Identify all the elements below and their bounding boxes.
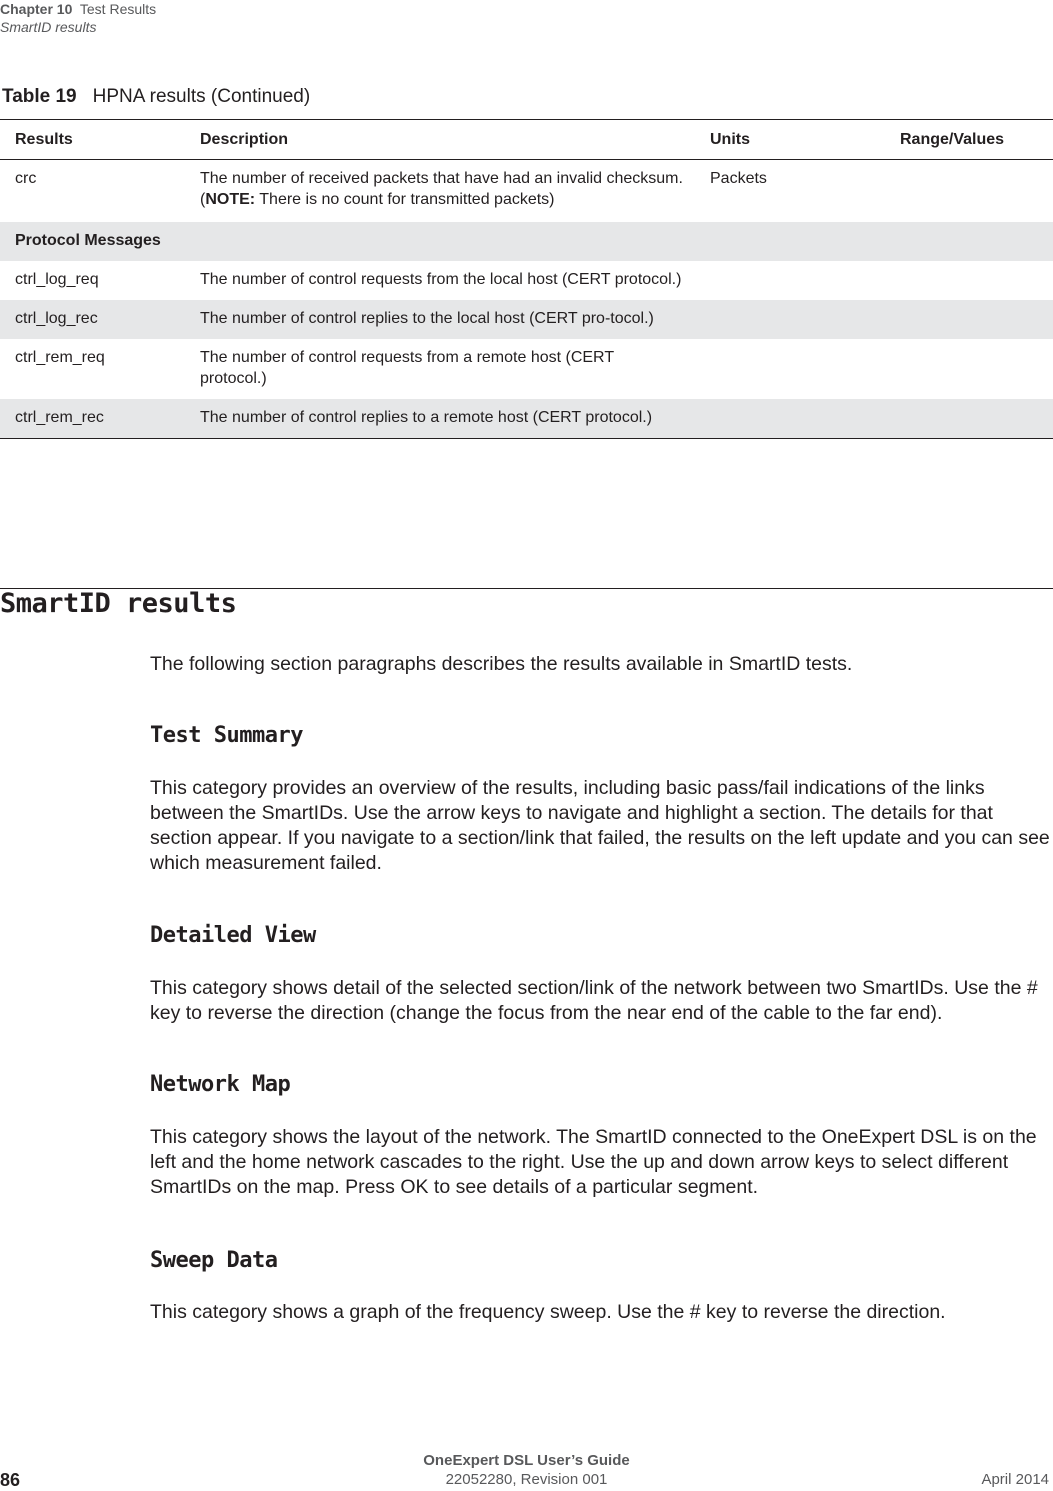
result-description: The number of control replies to the local host (CERT pro-tocol.): [185, 300, 695, 339]
subsection-body: This category shows the layout of the network. The SmartID connected to the OneExpert DSL is on the left and the home network cascades to the right. Use the up and down arrow keys to select different SmartIDs on the map. Press OK to see details of a particular segment.: [150, 1126, 1037, 1198]
running-header: [0, 0, 156, 36]
column-header: Range/Values: [885, 120, 1053, 160]
table-caption: [2, 86, 310, 108]
chapter-number: Chapter 10: [0, 1, 73, 17]
note-paren: (: [200, 191, 206, 208]
table-group-row: [0, 222, 1053, 261]
chapter-title: Test Results: [79, 1, 157, 17]
result-description: The number of control replies to a remote host (CERT protocol.): [185, 399, 695, 439]
note-text: There is no count for transmitted packets): [255, 191, 555, 208]
result-units: [695, 399, 885, 439]
column-header: Results: [0, 120, 185, 160]
subsection-body: This category provides an overview of the results, including basic pass/fail indications of the links between the SmartIDs. Use the arrow keys to navigate and highlight a section. The details for that section appear. If you navigate to a section/link that failed, the results on the left update and you can see which measurement failed.: [150, 777, 1050, 874]
result-name: crc: [15, 170, 37, 187]
table-row: [0, 160, 1053, 223]
table-row: [0, 300, 1053, 339]
footer-title: OneExpert DSL User’s Guide: [423, 1452, 630, 1469]
result-name: ctrl_rem_req: [15, 349, 105, 366]
result-units: [695, 261, 885, 300]
section-intro: The following section paragraphs describes the results available in SmartID tests.: [150, 653, 853, 675]
document-number: 22052280, Revision 001: [445, 1471, 608, 1488]
subsection-heading: Test Summary: [150, 723, 303, 748]
table-row: [0, 339, 1053, 399]
result-range: [885, 300, 1053, 339]
result-description: [185, 160, 695, 223]
table-title: HPNA results (Continued): [92, 86, 311, 107]
result-description: The number of control requests from the local host (CERT protocol.): [200, 271, 682, 288]
result-name: ctrl_rem_rec: [0, 399, 185, 439]
hpna-results-table: [0, 119, 1053, 439]
column-header: Description: [185, 120, 695, 160]
page-number: 86: [0, 1470, 21, 1490]
result-description: The number of control requests from a remote host (CERT protocol.): [200, 349, 614, 387]
result-units: Packets: [710, 170, 767, 187]
result-name: ctrl_log_req: [15, 271, 99, 288]
group-label: Protocol Messages: [0, 222, 1053, 261]
subsection-heading: Sweep Data: [150, 1248, 278, 1273]
result-units: [695, 300, 885, 339]
table-header-row: [0, 120, 1053, 160]
subsection-body: This category shows a graph of the frequency sweep. Use the # key to reverse the direction.: [150, 1301, 946, 1323]
result-range: [885, 399, 1053, 439]
result-name: ctrl_log_rec: [0, 300, 185, 339]
result-range: [885, 160, 1053, 223]
publication-date: April 2014: [981, 1471, 1049, 1488]
description-text: The number of received packets that have had an invalid checksum.: [200, 170, 683, 187]
table-row: [0, 261, 1053, 300]
column-header: Units: [695, 120, 885, 160]
table-label: Table 19: [2, 86, 77, 107]
note-label: NOTE:: [205, 191, 256, 208]
subsection-body: This category shows detail of the selected section/link of the network between two SmartIDs. Use the # key to reverse the direction (change the focus from the near end of the cable to the far end).: [150, 977, 1038, 1024]
subsection-heading: Network Map: [150, 1072, 291, 1097]
result-range: [885, 339, 1053, 399]
subsection-heading: Detailed View: [150, 923, 316, 948]
result-range: [885, 261, 1053, 300]
running-section: SmartID results: [0, 19, 97, 35]
section-title: SmartID results: [0, 588, 237, 619]
result-units: [695, 339, 885, 399]
table-row: [0, 399, 1053, 439]
